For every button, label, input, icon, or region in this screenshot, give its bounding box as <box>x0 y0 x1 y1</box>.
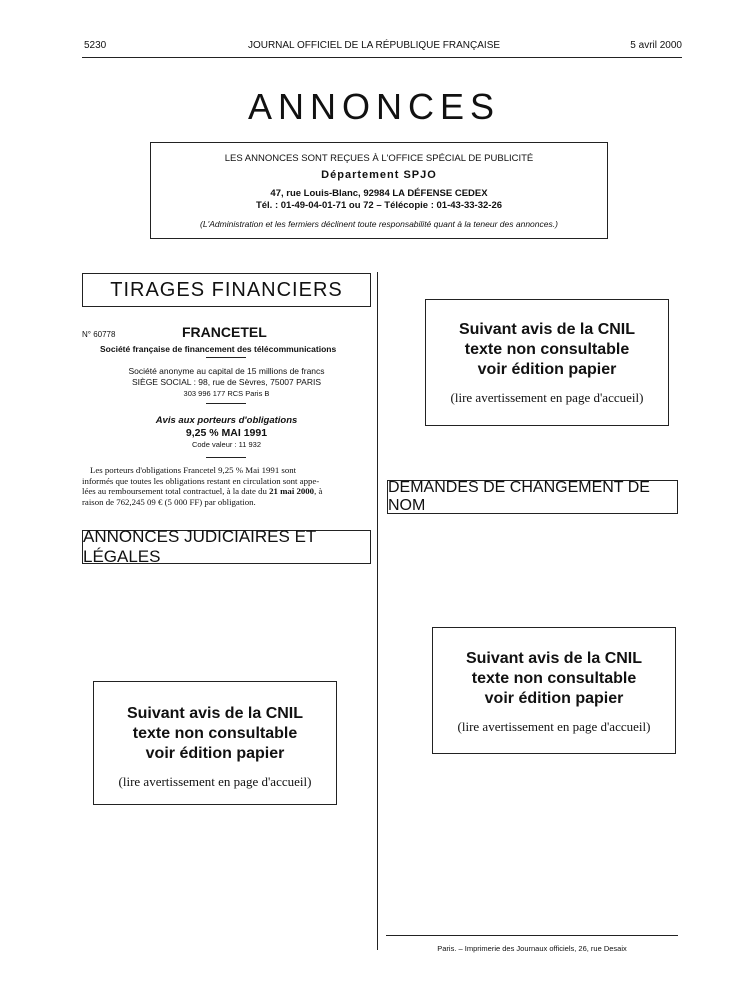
cnil-line: voir édition papier <box>477 361 617 378</box>
section-tirages-financiers <box>82 273 371 307</box>
announcement-body <box>82 465 371 507</box>
divider <box>206 457 246 458</box>
cnil-line: Suivant avis de la CNIL <box>458 321 636 338</box>
header-rule <box>82 57 682 58</box>
footer-rule <box>386 935 678 936</box>
cnil-notice-box <box>425 299 669 426</box>
column-divider <box>377 272 378 950</box>
company-subtitle: Société française de financement des télécommunications <box>100 344 337 354</box>
divider <box>206 357 246 358</box>
body-line: informés que toutes les obligations restant en circulation sont appe- <box>82 475 320 486</box>
issue-date: 5 avril 2000 <box>630 40 682 51</box>
cnil-note: (lire avertissement en page d'accueil) <box>118 774 312 789</box>
cnil-line: texte non consultable <box>132 725 298 742</box>
cnil-line: texte non consultable <box>471 670 637 687</box>
printer-footer: Paris. – Imprimerie des Journaux officiels, 26, rue Desaix <box>437 944 627 953</box>
cnil-note: (lire avertissement en page d'accueil) <box>457 719 651 734</box>
notice-department: Département SPJO <box>321 169 437 181</box>
avis-block <box>82 414 371 449</box>
company-details <box>82 366 371 399</box>
cnil-line: Suivant avis de la CNIL <box>465 650 643 667</box>
page-number: 5230 <box>84 40 107 51</box>
section-title: TIRAGES FINANCIERS <box>110 278 343 301</box>
journal-title: JOURNAL OFFICIEL DE LA RÉPUBLIQUE FRANÇAISE <box>247 40 501 51</box>
cnil-line: Suivant avis de la CNIL <box>126 705 304 722</box>
divider <box>206 403 246 404</box>
cnil-notice-box <box>93 681 337 805</box>
notice-line: LES ANNONCES SONT REÇUES À L'OFFICE SPÉCIAL DE PUBLICITÉ <box>224 153 534 164</box>
notice-address: 47, rue Louis-Blanc, 92984 LA DÉFENSE CEDEX <box>270 188 488 199</box>
notice-phone: Tél. : 01-49-04-01-71 ou 72 – Télécopie : 01-43-33-32-26 <box>255 200 503 211</box>
section-changement-de-nom <box>387 480 678 514</box>
code-valeur: Code valeur : 11 932 <box>191 440 262 449</box>
notice-disclaimer: (L'Administration et les fermiers déclinent toute responsabilité quant à la teneur des annonces.) <box>200 219 558 229</box>
company-name: FRANCETEL <box>182 324 267 340</box>
cnil-note: (lire avertissement en page d'accueil) <box>450 390 644 405</box>
section-title: DEMANDES DE CHANGEMENT DE NOM <box>388 479 650 514</box>
announcement-number: N° 60778 <box>82 330 116 339</box>
bond-name: 9,25 % MAI 1991 <box>185 427 268 439</box>
company-capital: Société anonyme au capital de 15 millions de francs <box>128 366 325 376</box>
company-rcs: 303 996 177 RCS Paris B <box>183 389 270 398</box>
company-siege: SIÈGE SOCIAL : 98, rue de Sèvres, 75007 PARIS <box>132 377 321 387</box>
page-title: ANNONCES <box>247 86 501 127</box>
body-line: raison de 762,245 09 € (5 000 FF) par obligation. <box>82 496 256 507</box>
body-line: Les porteurs d'obligations Francetel 9,25 % Mai 1991 sont <box>90 465 297 475</box>
cnil-line: voir édition papier <box>484 690 624 707</box>
body-line: lées au remboursement total contractuel, à la date du 21 mai 2000, à <box>82 486 323 496</box>
avis-heading: Avis aux porteurs d'obligations <box>155 415 298 426</box>
cnil-line: voir édition papier <box>145 745 285 762</box>
section-title: ANNONCES JUDICIAIRES ET LÉGALES <box>83 527 317 566</box>
cnil-line: texte non consultable <box>464 341 630 358</box>
cnil-notice-box <box>432 627 676 754</box>
publicity-notice-box <box>150 142 608 239</box>
section-annonces-judiciaires <box>82 527 371 566</box>
